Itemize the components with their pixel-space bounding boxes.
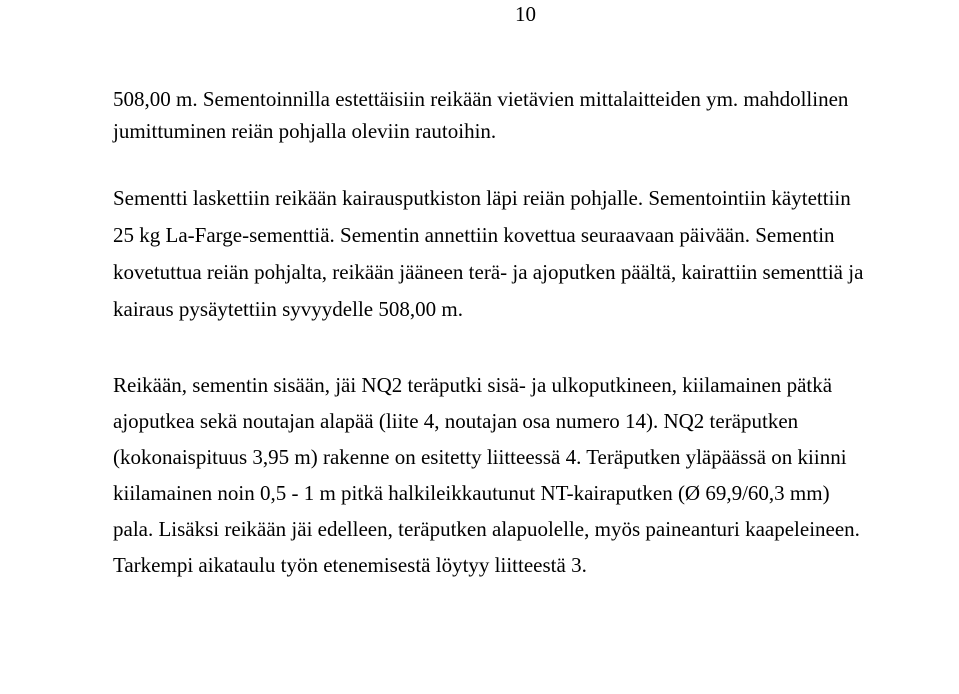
text-line: kiilamainen noin 0,5 - 1 m pitkä halkileikkautunut NT-kairaputken (Ø 69,9/60,3 mm) — [113, 481, 830, 505]
text-line: kairaus pysäytettiin syvyydelle 508,00 m. — [113, 297, 463, 321]
text-line: Sementti laskettiin reikään kairausputkiston läpi reiän pohjalle. Sementointiin käytettiin — [113, 186, 851, 210]
page-number: 10 — [515, 2, 536, 26]
paragraph-1 — [113, 83, 959, 147]
paragraph-2 — [113, 180, 959, 328]
text-line: Tarkempi aikataulu työn etenemisestä löytyy liitteestä 3. — [113, 553, 587, 577]
text-line: kovetuttua reiän pohjalta, reikään jääneen terä- ja ajoputken päältä, kairattiin sementtiä ja — [113, 260, 864, 284]
paragraph-3 — [113, 367, 959, 583]
text-line: 25 kg La-Farge-sementtiä. Sementin annettiin kovettua seuraavaan päivään. Sementin — [113, 223, 835, 247]
text-line: (kokonaispituus 3,95 m) rakenne on esitetty liitteessä 4. Teräputken yläpäässä on kiinni — [113, 445, 847, 469]
text-line: jumittuminen reiän pohjalla oleviin rautoihin. — [113, 119, 497, 143]
text-line: 508,00 m. Sementoinnilla estettäisiin reikään vietävien mittalaitteiden ym. mahdollinen — [113, 87, 849, 111]
text-line: Reikään, sementin sisään, jäi NQ2 teräputki sisä- ja ulkoputkineen, kiilamainen pätkä — [113, 373, 833, 397]
text-line: ajoputkea sekä noutajan alapää (liite 4, noutajan osa numero 14). NQ2 teräputken — [113, 409, 799, 433]
text-line: pala. Lisäksi reikään jäi edelleen, teräputken alapuolelle, myös paineanturi kaapeleineen. — [113, 517, 860, 541]
